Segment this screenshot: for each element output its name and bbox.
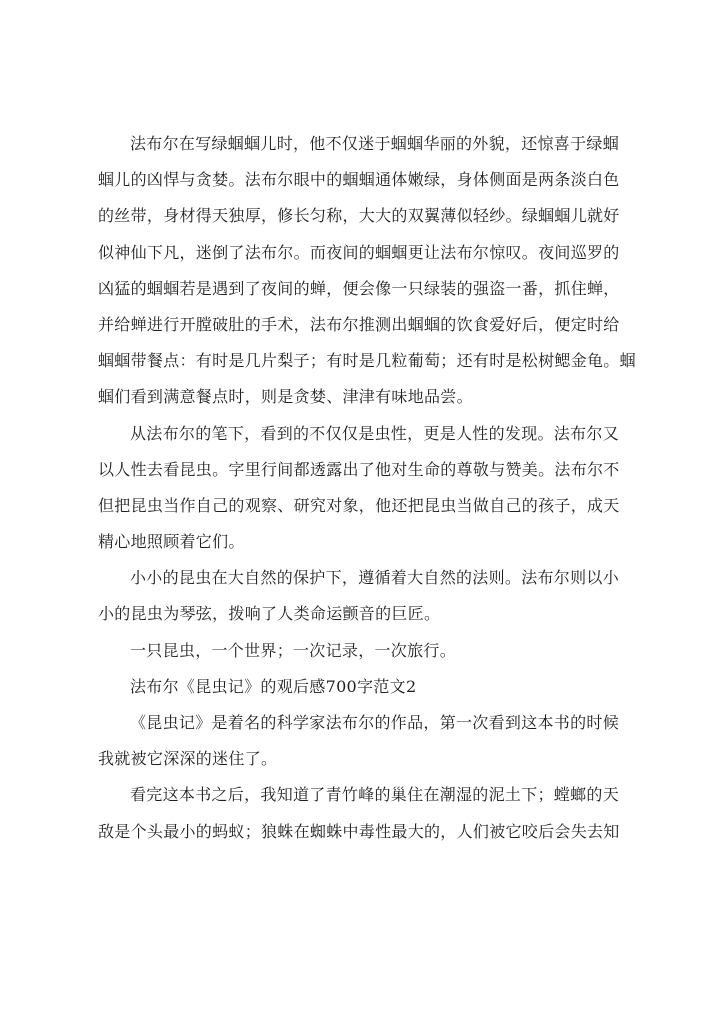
text-line: 法布尔在写绿蝈蝈儿时，他不仅迷于蝈蝈华丽的外貌，还惊喜于绿蝈 <box>130 134 620 153</box>
section-heading <box>98 669 628 705</box>
text-line: 以人性去看昆虫。字里行间都透露出了他对生命的尊敬与赞美。法布尔不 <box>98 459 620 479</box>
text-line: 的丝带，身材得天独厚，修长匀称，大大的双翼薄似轻纱。绿蝈蝈儿就好 <box>98 206 620 226</box>
text-line: 小的昆虫为琴弦，拨响了人类命运颤音的巨匠。 <box>98 604 441 624</box>
text-line: 精心地照顾着它们。 <box>98 532 245 552</box>
text-line: 从法布尔的笔下，看到的不仅仅是虫性，更是人性的发现。法布尔又 <box>130 423 620 443</box>
text-line: 并给蝉进行开膛破肚的手术，法布尔推测出蝈蝈的饮食爱好后，便定时给 <box>98 314 620 334</box>
text-line: 蝈们看到满意餐点时，则是贪婪、津津有味地品尝。 <box>98 387 473 407</box>
paragraph-2 <box>98 416 628 561</box>
paragraph-7 <box>98 777 628 849</box>
text-line: 蝈蝈带餐点：有时是几片梨子；有时是几粒葡萄；还有时是松树鳃金龟。蝈 <box>98 351 636 371</box>
heading-line: 法布尔《昆虫记》的观后感700字范文2 <box>130 676 417 696</box>
text-line: 一只昆虫，一个世界；一次记录，一次旅行。 <box>130 640 457 660</box>
text-line: 但把昆虫当作自己的观察、研究对象，他还把昆虫当做自己的孩子，成天 <box>98 495 620 515</box>
text-line: 看完这本书之后，我知道了青竹峰的巢住在潮湿的泥土下；螳螂的天 <box>130 785 620 805</box>
text-line: 小小的昆虫在大自然的保护下，遵循着大自然的法则。法布尔则以小 <box>130 568 620 588</box>
document-body <box>98 126 636 850</box>
text-line: 凶猛的蝈蝈若是遇到了夜间的蝉，便会像一只绿装的强盗一番，抓住蝉， <box>98 278 620 298</box>
paragraph-6 <box>98 705 628 777</box>
text-line: 我就被它深深的迷住了。 <box>98 749 278 769</box>
text-line: 似神仙下凡，迷倒了法布尔。而夜间的蝈蝈更让法布尔惊叹。夜间巡罗的 <box>98 242 620 262</box>
paragraph-3 <box>98 560 628 632</box>
text-line: 蝈儿的凶悍与贪婪。法布尔眼中的蝈蝈通体嫩绿，身体侧面是两条淡白色 <box>98 170 620 190</box>
paragraph-1 <box>98 126 636 416</box>
paragraph-4 <box>98 633 628 669</box>
text-line: 《昆虫记》是着名的科学家法布尔的作品，第一次看到这本书的时候 <box>130 713 620 732</box>
text-line: 敌是个头最小的蚂蚁；狼蛛在蜘蛛中毒性最大的，人们被它咬后会失去知 <box>98 821 620 841</box>
